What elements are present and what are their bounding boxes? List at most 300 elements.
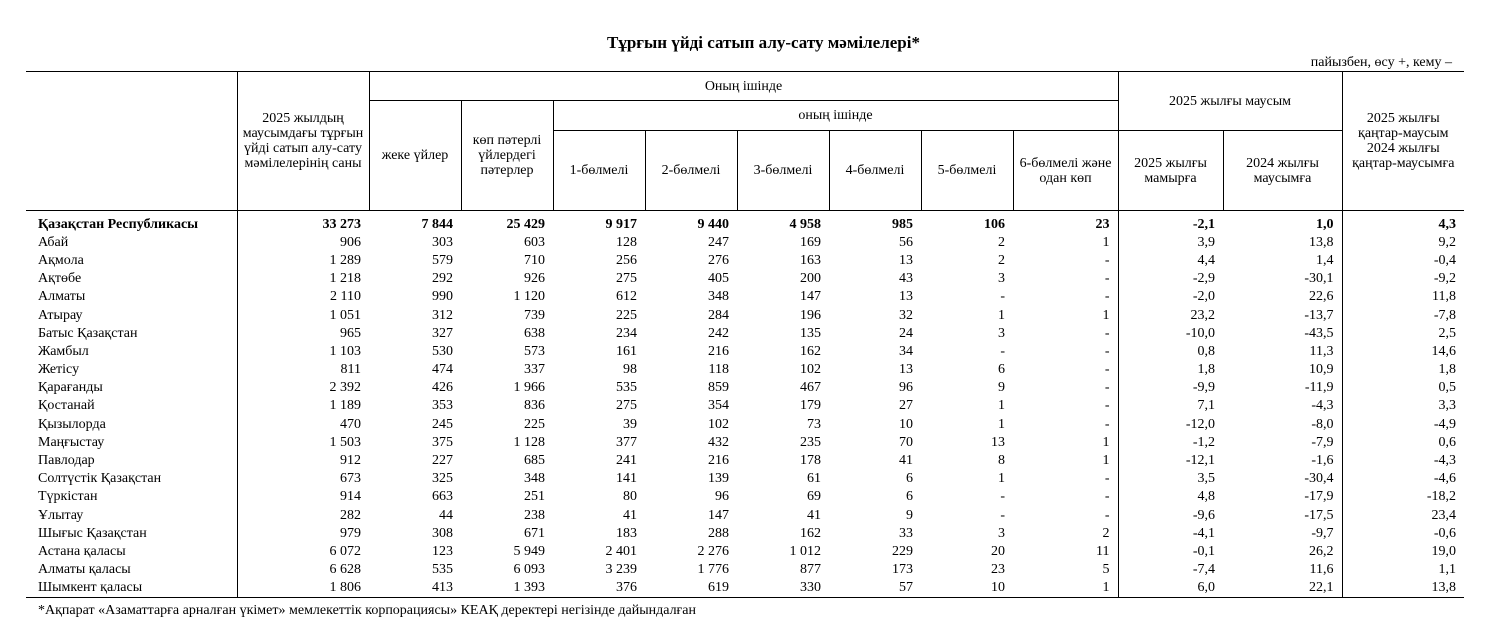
private-houses: 303 (432, 234, 453, 250)
header-corner (26, 72, 237, 211)
rooms-2: 216 (708, 343, 729, 359)
rooms-5: 20 (991, 543, 1005, 559)
apartments: 337 (524, 362, 545, 378)
rooms-1: 275 (616, 398, 637, 414)
total-count: 6 072 (237, 542, 369, 560)
rooms-1: 275 (616, 271, 637, 287)
table-row (26, 270, 1464, 288)
rooms-3: 61 (807, 471, 821, 487)
rooms-4: 43 (899, 271, 913, 287)
header-rooms-1: 1-бөлмелі (553, 131, 645, 211)
rooms-1: 80 (623, 489, 637, 505)
rooms-4: 985 (892, 216, 913, 232)
private-houses: 663 (432, 489, 453, 505)
vs-may-2025: 4,8 (1118, 488, 1223, 506)
rooms-5: 6 (998, 362, 1005, 378)
region-name: Ұлытау (38, 507, 84, 523)
vs-may-2025: 23,2 (1118, 306, 1223, 324)
region-name: Абай (38, 234, 69, 250)
region-name: Солтүстік Қазақстан (38, 471, 162, 487)
vs-may-2025: -0,1 (1118, 542, 1223, 560)
jan-jun-change: -9,2 (1342, 270, 1464, 288)
apartments: 25 429 (506, 216, 545, 232)
total-count: 912 (237, 451, 369, 469)
region-name: Батыс Қазақстан (38, 325, 138, 341)
private-houses: 227 (432, 453, 453, 469)
rooms-4: 33 (899, 525, 913, 541)
rooms-6plus: - (1104, 362, 1110, 378)
apartments: 638 (524, 325, 545, 341)
rooms-1: 128 (616, 234, 637, 250)
rooms-1: 612 (616, 289, 637, 305)
rooms-1: 41 (623, 507, 637, 523)
rooms-6plus: - (1104, 325, 1110, 341)
header-jan-jun: 2025 жылғы қаңтар-маусым 2024 жылғы қаңтар-маусымға (1342, 72, 1464, 211)
rooms-1: 39 (623, 416, 637, 432)
rooms-5: 106 (984, 216, 1005, 232)
private-houses: 308 (432, 525, 453, 541)
table-body (26, 211, 1464, 598)
jan-jun-change: 14,6 (1342, 342, 1464, 360)
rooms-1: 376 (553, 579, 645, 598)
rooms-2: 9 440 (697, 216, 729, 232)
rooms-3: 178 (800, 453, 821, 469)
rooms-6plus: - (1104, 380, 1110, 396)
rooms-4: 229 (892, 543, 913, 559)
apartments: 238 (524, 507, 545, 523)
rooms-5: 3 (998, 271, 1005, 287)
rooms-1: 377 (616, 434, 637, 450)
rooms-2: 1 776 (697, 562, 729, 578)
region-name: Ақмола (38, 252, 84, 268)
rooms-2: 242 (708, 325, 729, 341)
rooms-5: - (1000, 507, 1005, 523)
rooms-4: 24 (899, 325, 913, 341)
vs-june-2024: -11,9 (1304, 380, 1334, 396)
table-row (26, 379, 1464, 397)
vs-june-2024: -7,9 (1311, 434, 1334, 450)
apartments: 1 128 (513, 434, 545, 450)
vs-june-2024: 22,6 (1309, 289, 1334, 305)
page-title: Тұрғын үйді сатып алу-сату мәмілелері* (607, 33, 920, 52)
region-name: Атырау (38, 307, 83, 323)
region-name: Павлодар (38, 453, 95, 469)
table-row (26, 342, 1464, 360)
total-count: 6 628 (237, 561, 369, 579)
rooms-1: 535 (616, 380, 637, 396)
rooms-1: 98 (623, 362, 637, 378)
total-count: 1 806 (237, 579, 369, 598)
rooms-1: 225 (616, 307, 637, 323)
rooms-4: 173 (892, 562, 913, 578)
rooms-3: 162 (800, 525, 821, 541)
rooms-2: 619 (645, 579, 737, 598)
jan-jun-change: 9,2 (1342, 233, 1464, 251)
total-count: 1 218 (237, 270, 369, 288)
vs-may-2025: -9,9 (1118, 379, 1223, 397)
rooms-4: 9 (906, 507, 913, 523)
rooms-4: 56 (899, 234, 913, 250)
apartments: 926 (524, 271, 545, 287)
private-houses: 474 (432, 362, 453, 378)
private-houses: 44 (439, 507, 453, 523)
vs-may-2025: -7,4 (1118, 561, 1223, 579)
rooms-2: 102 (708, 416, 729, 432)
rooms-6plus: 2 (1102, 525, 1110, 541)
header-total-count: 2025 жылдың маусымдағы тұрғын үйді сатып алу-сату мәмілелерінің саны (237, 72, 369, 211)
rooms-6plus: 1 (1102, 434, 1110, 450)
header-rooms-3: 3-бөлмелі (737, 131, 829, 211)
rooms-2: 147 (708, 507, 729, 523)
rooms-5: 13 (991, 434, 1005, 450)
vs-may-2025: -4,1 (1118, 524, 1223, 542)
footnote: *Ақпарат «Азаматтарға арналған үкімет» мемлекеттік корпорациясы» КЕАҚ деректері негізінде дайындалған (38, 603, 696, 618)
region-name: Алматы қаласы (38, 562, 131, 578)
rooms-1: 183 (616, 525, 637, 541)
jan-jun-change: -0,4 (1342, 251, 1464, 269)
header-private-houses: жеке үйлер (369, 101, 461, 211)
rooms-2: 276 (708, 252, 729, 268)
vs-june-2024: 1,4 (1316, 252, 1334, 268)
vs-may-2025: 3,5 (1118, 470, 1223, 488)
rooms-4: 13 (899, 289, 913, 305)
rooms-1: 256 (616, 252, 637, 268)
apartments: 573 (524, 343, 545, 359)
jan-jun-change: 0,5 (1342, 379, 1464, 397)
rooms-6plus: - (1104, 507, 1110, 523)
vs-may-2025: -12,0 (1118, 415, 1223, 433)
header-of-which-sub: оның ішінде (553, 101, 1118, 131)
rooms-3: 4 958 (789, 216, 821, 232)
vs-june-2024: -30,4 (1304, 471, 1334, 487)
table-row (26, 415, 1464, 433)
rooms-3: 69 (807, 489, 821, 505)
vs-june-2024: -30,1 (1304, 271, 1334, 287)
total-count: 33 273 (237, 211, 369, 234)
apartments: 1 966 (513, 380, 545, 396)
apartments: 348 (524, 471, 545, 487)
private-houses: 325 (432, 471, 453, 487)
private-houses: 123 (432, 543, 453, 559)
rooms-6plus: - (1104, 252, 1110, 268)
total-count: 1 189 (237, 397, 369, 415)
jan-jun-change: 0,6 (1342, 433, 1464, 451)
rooms-3: 73 (807, 416, 821, 432)
vs-may-2025: 1,8 (1118, 361, 1223, 379)
private-houses: 312 (432, 307, 453, 323)
total-count: 1 289 (237, 251, 369, 269)
total-count: 2 110 (237, 288, 369, 306)
region-name: Астана қаласы (38, 543, 126, 559)
total-count: 811 (237, 361, 369, 379)
apartments: 710 (524, 252, 545, 268)
header-rooms-2: 2-бөлмелі (645, 131, 737, 211)
jan-jun-change: -18,2 (1342, 488, 1464, 506)
rooms-6plus: - (1104, 289, 1110, 305)
rooms-5: - (1000, 343, 1005, 359)
table-row (26, 233, 1464, 251)
table-row (26, 324, 1464, 342)
region-name: Ақтөбе (38, 271, 82, 287)
rooms-4: 57 (829, 579, 921, 598)
rooms-3: 330 (737, 579, 829, 598)
rooms-6plus: 5 (1102, 562, 1110, 578)
vs-june-2024: -17,9 (1304, 489, 1334, 505)
rooms-1: 3 239 (605, 562, 637, 578)
table-row (26, 488, 1464, 506)
vs-may-2025: 7,1 (1118, 397, 1223, 415)
rooms-2: 216 (708, 453, 729, 469)
header-vs-june-2024: 2024 жылғы маусымға (1223, 131, 1342, 211)
rooms-6plus: - (1104, 489, 1110, 505)
rooms-6plus: - (1104, 471, 1110, 487)
apartments: 1 393 (461, 579, 553, 598)
vs-june-2024: 26,2 (1309, 543, 1334, 559)
vs-may-2025: -9,6 (1118, 506, 1223, 524)
vs-may-2025: -10,0 (1118, 324, 1223, 342)
private-houses: 535 (432, 562, 453, 578)
rooms-5: 23 (991, 562, 1005, 578)
vs-may-2025: -2,0 (1118, 288, 1223, 306)
rooms-1: 161 (616, 343, 637, 359)
vs-june-2024: -9,7 (1311, 525, 1334, 541)
total-count: 1 051 (237, 306, 369, 324)
apartments: 1 120 (513, 289, 545, 305)
rooms-6plus: - (1104, 416, 1110, 432)
private-houses: 579 (432, 252, 453, 268)
rooms-2: 354 (708, 398, 729, 414)
total-count: 1 503 (237, 433, 369, 451)
vs-june-2024: -17,5 (1304, 507, 1334, 523)
jan-jun-change: 4,3 (1342, 211, 1464, 234)
rooms-5: 1 (998, 398, 1005, 414)
header-june-2025: 2025 жылғы маусым (1118, 72, 1342, 131)
jan-jun-change: 2,5 (1342, 324, 1464, 342)
apartments: 5 949 (513, 543, 545, 559)
total-count: 2 392 (237, 379, 369, 397)
rooms-5: 1 (998, 471, 1005, 487)
rooms-3: 162 (800, 343, 821, 359)
rooms-4: 70 (899, 434, 913, 450)
private-houses: 292 (432, 271, 453, 287)
rooms-2: 288 (708, 525, 729, 541)
apartments: 836 (524, 398, 545, 414)
jan-jun-change: -4,9 (1342, 415, 1464, 433)
vs-june-2024: -13,7 (1304, 307, 1334, 323)
jan-jun-change: -7,8 (1342, 306, 1464, 324)
table-row (26, 361, 1464, 379)
rooms-2: 247 (708, 234, 729, 250)
total-count: 906 (237, 233, 369, 251)
header-rooms-5: 5-бөлмелі (921, 131, 1013, 211)
rooms-2: 859 (708, 380, 729, 396)
apartments: 251 (524, 489, 545, 505)
rooms-1: 241 (616, 453, 637, 469)
vs-june-2024: 10,9 (1309, 362, 1334, 378)
rooms-6plus: - (1104, 343, 1110, 359)
rooms-5: 3 (998, 525, 1005, 541)
private-houses: 426 (432, 380, 453, 396)
rooms-5: 9 (998, 380, 1005, 396)
header-rooms-6plus: 6-бөлмелі және одан көп (1013, 131, 1118, 211)
region-name: Жетісу (38, 362, 80, 378)
header-vs-may-2025: 2025 жылғы мамырға (1118, 131, 1223, 211)
rooms-3: 169 (800, 234, 821, 250)
table-row (26, 288, 1464, 306)
vs-may-2025: -2,9 (1118, 270, 1223, 288)
private-houses: 375 (432, 434, 453, 450)
rooms-6plus: 1 (1102, 234, 1110, 250)
apartments: 685 (524, 453, 545, 469)
jan-jun-change: 19,0 (1342, 542, 1464, 560)
vs-june-2024: -4,3 (1311, 398, 1334, 414)
rooms-1: 2 401 (605, 543, 637, 559)
rooms-5: 8 (998, 453, 1005, 469)
rooms-3: 235 (800, 434, 821, 450)
table-row (26, 306, 1464, 324)
vs-may-2025: -2,1 (1118, 211, 1223, 234)
rooms-5: 1 (998, 416, 1005, 432)
vs-june-2024: 1,0 (1316, 216, 1334, 232)
table-row (26, 397, 1464, 415)
total-count: 673 (237, 470, 369, 488)
unit-note: пайызбен, өсу +, кему – (1310, 55, 1452, 70)
rooms-3: 200 (800, 271, 821, 287)
private-houses: 530 (432, 343, 453, 359)
region-name: Жамбыл (38, 343, 89, 359)
private-houses: 245 (432, 416, 453, 432)
rooms-6plus: 1 (1102, 307, 1110, 323)
rooms-1: 234 (616, 325, 637, 341)
table-row (26, 506, 1464, 524)
header-of-which: Оның ішінде (369, 72, 1118, 101)
jan-jun-change: 11,8 (1342, 288, 1464, 306)
region-name: Шымкент қаласы (26, 579, 237, 598)
rooms-4: 13 (899, 252, 913, 268)
rooms-4: 13 (899, 362, 913, 378)
jan-jun-change: -0,6 (1342, 524, 1464, 542)
rooms-3: 467 (800, 380, 821, 396)
total-count: 965 (237, 324, 369, 342)
rooms-2: 139 (708, 471, 729, 487)
table-row (26, 579, 1464, 598)
apartments: 225 (524, 416, 545, 432)
jan-jun-change: 3,3 (1342, 397, 1464, 415)
vs-may-2025: 4,4 (1118, 251, 1223, 269)
jan-jun-change: -4,3 (1342, 451, 1464, 469)
table-row (26, 251, 1464, 269)
rooms-5: 3 (998, 325, 1005, 341)
vs-may-2025: -1,2 (1118, 433, 1223, 451)
region-name: Қостанай (38, 398, 95, 414)
rooms-3: 102 (800, 362, 821, 378)
table-row (26, 524, 1464, 542)
rooms-3: 163 (800, 252, 821, 268)
rooms-5: 1 (998, 307, 1005, 323)
vs-june-2024: 13,8 (1309, 234, 1334, 250)
total-count: 1 103 (237, 342, 369, 360)
rooms-6plus: - (1104, 271, 1110, 287)
apartments: 671 (524, 525, 545, 541)
apartments: 6 093 (513, 562, 545, 578)
jan-jun-change: 1,8 (1342, 361, 1464, 379)
rooms-6plus: 1 (1102, 453, 1110, 469)
rooms-3: 877 (800, 562, 821, 578)
vs-june-2024: 11,6 (1309, 562, 1334, 578)
apartments: 603 (524, 234, 545, 250)
rooms-4: 6 (906, 489, 913, 505)
region-name: Маңғыстау (38, 434, 105, 450)
vs-may-2025: -12,1 (1118, 451, 1223, 469)
region-name: Қазақстан Республикасы (38, 216, 199, 232)
rooms-2: 118 (708, 362, 729, 378)
rooms-6plus: 1 (1013, 579, 1118, 598)
rooms-4: 27 (899, 398, 913, 414)
rooms-3: 135 (800, 325, 821, 341)
table-row-total (26, 211, 1464, 234)
rooms-3: 179 (800, 398, 821, 414)
jan-jun-change: -4,6 (1342, 470, 1464, 488)
rooms-2: 96 (715, 489, 729, 505)
rooms-2: 405 (708, 271, 729, 287)
rooms-5: - (1000, 489, 1005, 505)
rooms-4: 6 (906, 471, 913, 487)
private-houses: 327 (432, 325, 453, 341)
vs-june-2024: 11,3 (1309, 343, 1334, 359)
rooms-6plus: - (1104, 398, 1110, 414)
vs-may-2025: 0,8 (1118, 342, 1223, 360)
jan-jun-change: 1,1 (1342, 561, 1464, 579)
jan-jun-change: 23,4 (1342, 506, 1464, 524)
table-row (26, 542, 1464, 560)
rooms-5: 2 (998, 234, 1005, 250)
rooms-1: 141 (616, 471, 637, 487)
rooms-4: 32 (899, 307, 913, 323)
region-name: Қызылорда (38, 416, 106, 432)
private-houses: 7 844 (421, 216, 453, 232)
rooms-3: 147 (800, 289, 821, 305)
rooms-2: 284 (708, 307, 729, 323)
rooms-4: 34 (899, 343, 913, 359)
housing-transactions-table (26, 71, 1464, 598)
header-rooms-4: 4-бөлмелі (829, 131, 921, 211)
region-name: Шығыс Қазақстан (38, 525, 147, 541)
table-row (26, 470, 1464, 488)
vs-june-2024: -1,6 (1311, 453, 1334, 469)
total-count: 979 (237, 524, 369, 542)
rooms-4: 96 (899, 380, 913, 396)
header-apartments: көп пәтерлі үйлердегі пәтерлер (461, 101, 553, 211)
vs-may-2025: 3,9 (1118, 233, 1223, 251)
rooms-5: 10 (921, 579, 1013, 598)
rooms-5: - (1000, 289, 1005, 305)
table-row (26, 451, 1464, 469)
vs-june-2024: -8,0 (1311, 416, 1334, 432)
total-count: 470 (237, 415, 369, 433)
rooms-4: 41 (899, 453, 913, 469)
private-houses: 413 (369, 579, 461, 598)
jan-jun-change: 13,8 (1342, 579, 1464, 598)
rooms-2: 348 (708, 289, 729, 305)
rooms-2: 432 (708, 434, 729, 450)
rooms-4: 10 (899, 416, 913, 432)
rooms-3: 1 012 (789, 543, 821, 559)
private-houses: 990 (432, 289, 453, 305)
apartments: 739 (524, 307, 545, 323)
private-houses: 353 (432, 398, 453, 414)
total-count: 914 (237, 488, 369, 506)
region-name: Қарағанды (38, 380, 103, 396)
